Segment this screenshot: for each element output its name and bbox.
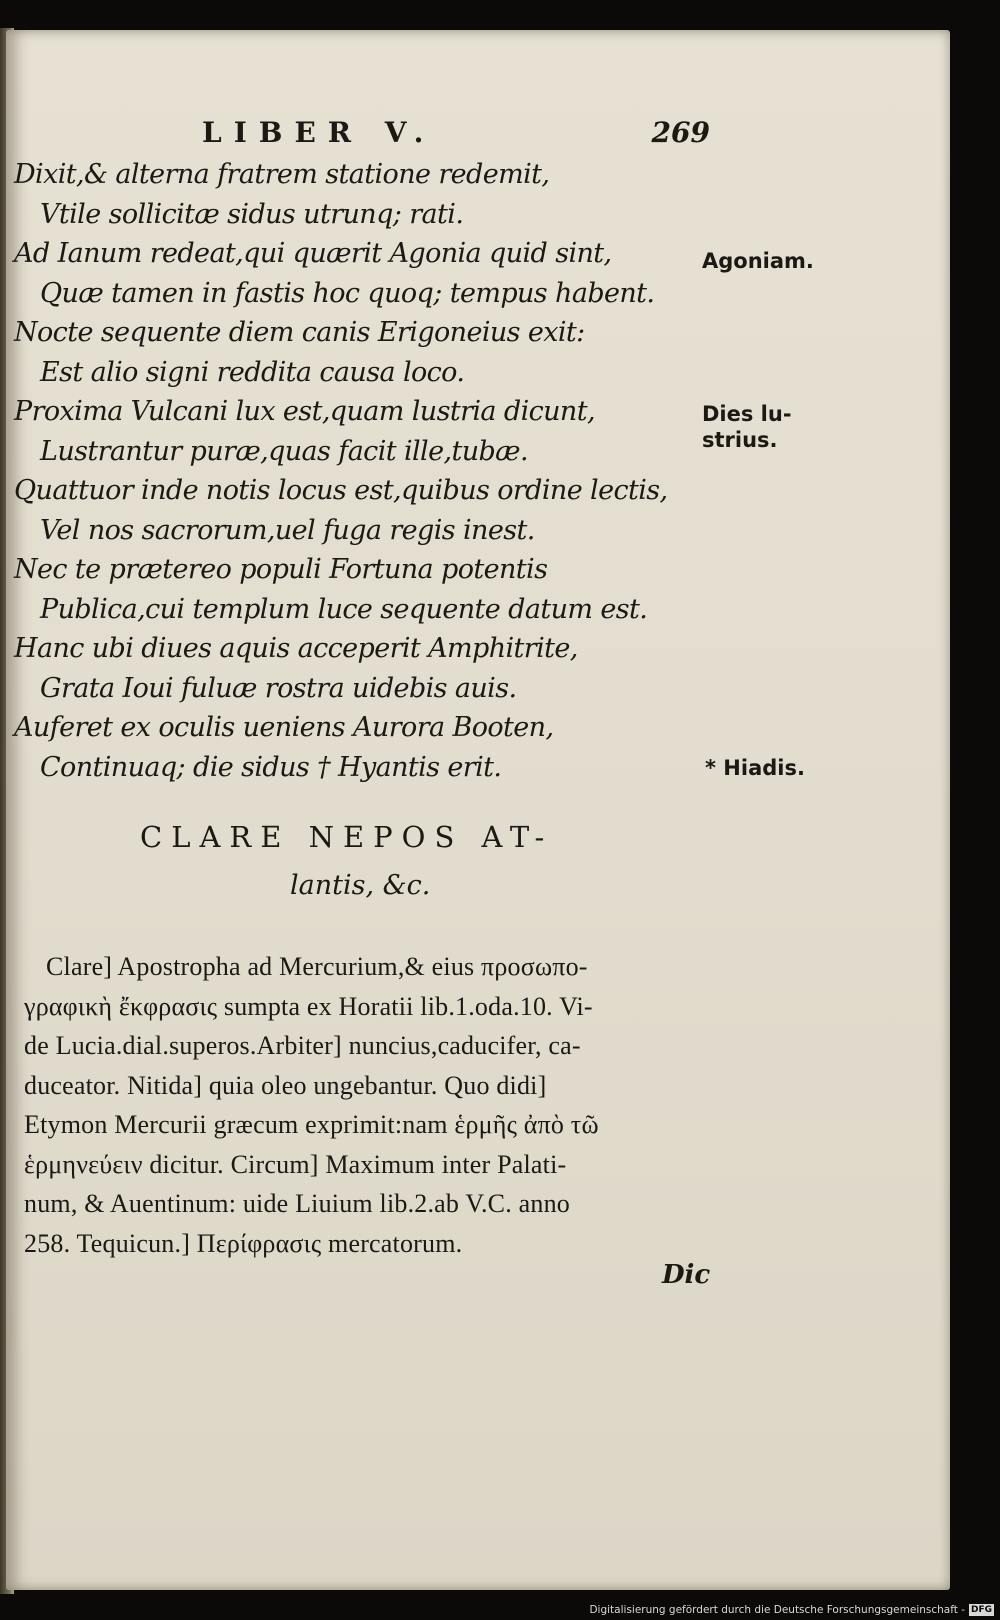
catchword: Dic <box>662 1260 711 1290</box>
commentary-block <box>24 947 714 1263</box>
verse-line: Hanc ubi diues aquis acceperit Amphitrite, <box>14 633 578 664</box>
verse-line: Publica,cui templum luce sequente datum est. <box>40 593 648 625</box>
commentary-line: de Lucia.dial.superos.Arbiter] nuncius,caducifer, ca- <box>24 1031 581 1060</box>
page-number: 269 <box>651 116 710 149</box>
verse-line: Continuaq; die sidus † Hyantis erit. <box>40 751 502 783</box>
commentary-line: duceator. Nitida] quia oleo ungebantur. Quo didi] <box>24 1070 547 1100</box>
digitization-footer <box>589 1602 994 1618</box>
verse-line: Vel nos sacrorum,uel fuga regis inest. <box>40 514 535 546</box>
margin-note-agonia: Agoniam. <box>702 249 814 273</box>
margin-note-line: Dies lu- <box>702 402 792 426</box>
verse-line: Quattuor inde notis locus est,quibus ordine lectis, <box>14 475 668 506</box>
commentary-line: Clare] Apostropha ad Mercurium,& eius προσωπο- <box>46 952 588 981</box>
section-subheading: lantis, &c. <box>290 870 431 901</box>
verse-line: Auferet ex oculis ueniens Aurora Booten, <box>14 712 554 743</box>
commentary-line: Etymon Mercurii græcum exprimit:nam ἑρμῆς ἀπὸ τῶ <box>24 1110 599 1139</box>
margin-note-line: strius. <box>702 428 778 452</box>
footer-credit: Digitalisierung gefördert durch die Deutsche Forschungsgemeinschaft - <box>589 1604 965 1616</box>
commentary-line: num, & Auentinum: uide Liuium lib.2.ab V.C. anno <box>24 1189 570 1218</box>
verse-line: Ad Ianum redeat,qui quærit Agonia quid sint, <box>14 238 612 269</box>
commentary-line: 258. Tequicun.] Περίφρασις mercatorum. <box>24 1228 463 1258</box>
verse-line: Est alio signi reddita causa loco. <box>40 356 465 388</box>
running-head: LIBER V. <box>202 116 436 149</box>
page-header <box>190 116 710 156</box>
verse-line: Proxima Vulcani lux est,quam lustria dicunt, <box>14 396 595 427</box>
margin-note-dies-lustrius <box>702 401 812 453</box>
verse-line: Lustrantur puræ,quas facit ille,tubæ. <box>40 435 528 467</box>
commentary-line: γραφικὴ ἔκφρασις sumpta ex Horatii lib.1.oda.10. Vi- <box>24 991 593 1021</box>
verse-line: Grata Ioui fuluæ rostra uidebis auis. <box>40 672 517 704</box>
verse-line: Dixit,& alterna fratrem statione redemit, <box>14 159 550 190</box>
commentary-line: ἑρμηνεύειν dicitur. Circum] Maximum inter Palati- <box>24 1149 567 1179</box>
verse-line: Nocte sequente diem canis Erigoneius exit: <box>14 317 585 348</box>
verse-line: Quæ tamen in fastis hoc quoq; tempus habent. <box>40 277 655 309</box>
verse-block <box>14 155 668 787</box>
verse-line: Vtile sollicitæ sidus utrunq; rati. <box>40 198 464 230</box>
verse-line: Nec te prætereo populi Fortuna potentis <box>14 554 548 585</box>
section-heading: CLARE NEPOS AT- <box>140 820 554 854</box>
dfg-logo: DFG <box>970 1605 992 1615</box>
margin-note-hiades: * Hiadis. <box>705 756 805 780</box>
